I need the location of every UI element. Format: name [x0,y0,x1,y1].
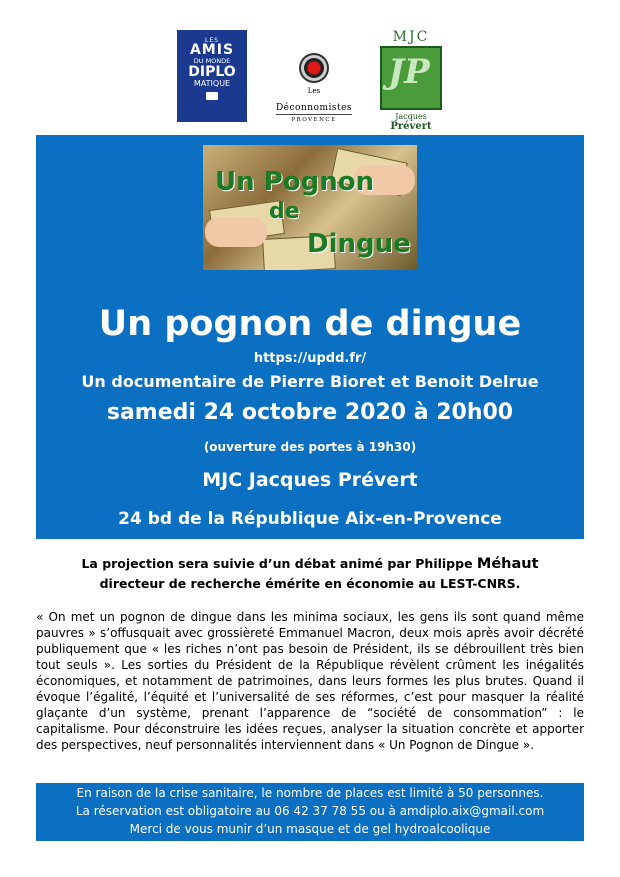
diplo-logo-line3: DU MONDE [193,57,231,65]
film-poster [203,145,417,270]
mjc-logo-title: MJC [392,29,430,45]
debate-surname: Méhaut [476,556,539,572]
decon-logo-line2: Déconnomistes [275,103,353,113]
doors-opening: (ouverture des portes à 19h30) [203,440,417,454]
mjc-logo-subtitle [380,112,442,132]
poster-title-line3: Dingue [307,229,411,259]
event-title: Un pognon de dingue [98,304,522,344]
footer-line1: En raison de la crise sanitaire, le nombre de places est limité à 50 personnes. [76,786,544,800]
diplo-logo-line4: DIPLO [188,64,236,80]
deconnomistes-logo [266,50,362,123]
debate-line2: directeur de recherche émérite en économie au LEST-CNRS. [99,576,521,591]
decon-logo-line3: PROVENCE [291,117,337,123]
event-date: samedi 24 octobre 2020 à 20h00 [106,400,514,425]
mjc-logo-box [380,46,442,110]
mjc-sub1: Jacques [395,112,427,121]
amis-diplo-logo [177,30,247,122]
poster-title-line2: de [269,199,300,224]
diplo-logo-line2: AMIS [189,42,235,58]
event-venue: MJC Jacques Prévert [202,469,418,491]
debate-line1 [36,554,584,574]
event-panel [36,135,584,539]
mjc-monogram: JP [388,52,430,92]
debate-prefix: La projection sera suivie d’un débat animé par Philippe [81,556,477,571]
hand-image [205,217,267,247]
footer-line2: La réservation est obligatoire au 06 42 37 78 55 ou à amdiplo.aix@gmail.com [75,804,545,818]
diplo-logo-line5: MATIQUE [193,79,231,88]
decon-logo-line1: Les [307,87,321,95]
book-icon [206,92,218,100]
debate-info [36,554,584,593]
diplo-logo-line1: LES [205,37,219,44]
footer-notice [36,783,584,841]
footer-line3: Merci de vous munir d’un masque et de gel hydroalcoolique [129,822,491,836]
event-address: 24 bd de la République Aix-en-Provence [118,509,502,529]
documentary-credit: Un documentaire de Pierre Bioret et Benoit Delrue [81,372,539,391]
poster-title-line1: Un Pognon [215,167,375,197]
event-url-link[interactable]: https://updd.fr/ [253,351,367,366]
mjc-sub2: Prévert [390,121,432,132]
mjc-logo [380,29,442,132]
target-icon [299,53,329,83]
description-paragraph: « On met un pognon de dingue dans les minima sociaux, les gens ils sont quand même pauvres » s’offusquait avec grossièreté Emmanuel Macron, deux mois après avoir décrété publiquement que « les riches n’ont pas besoin de Président, ils se débrouillent très bien tout seuls ». Les sorties du Président de la République révèlent crûment les inégalités économiques, et notamment de patrimoines, dans leurs formes les plus brutes. Quand il évoque l’égalité, l’équité et l’universalité de ses réformes, c’est pour masquer la réalité glaçante d’un système, prenant l’apparence de “société de consommation” : le capitalisme. Pour déconstruire les idées reçues, analyser la situation concrète et apporter des perspectives, neuf personnalités interviennent dans « Un Pognon de Dingue ». [36,610,584,752]
